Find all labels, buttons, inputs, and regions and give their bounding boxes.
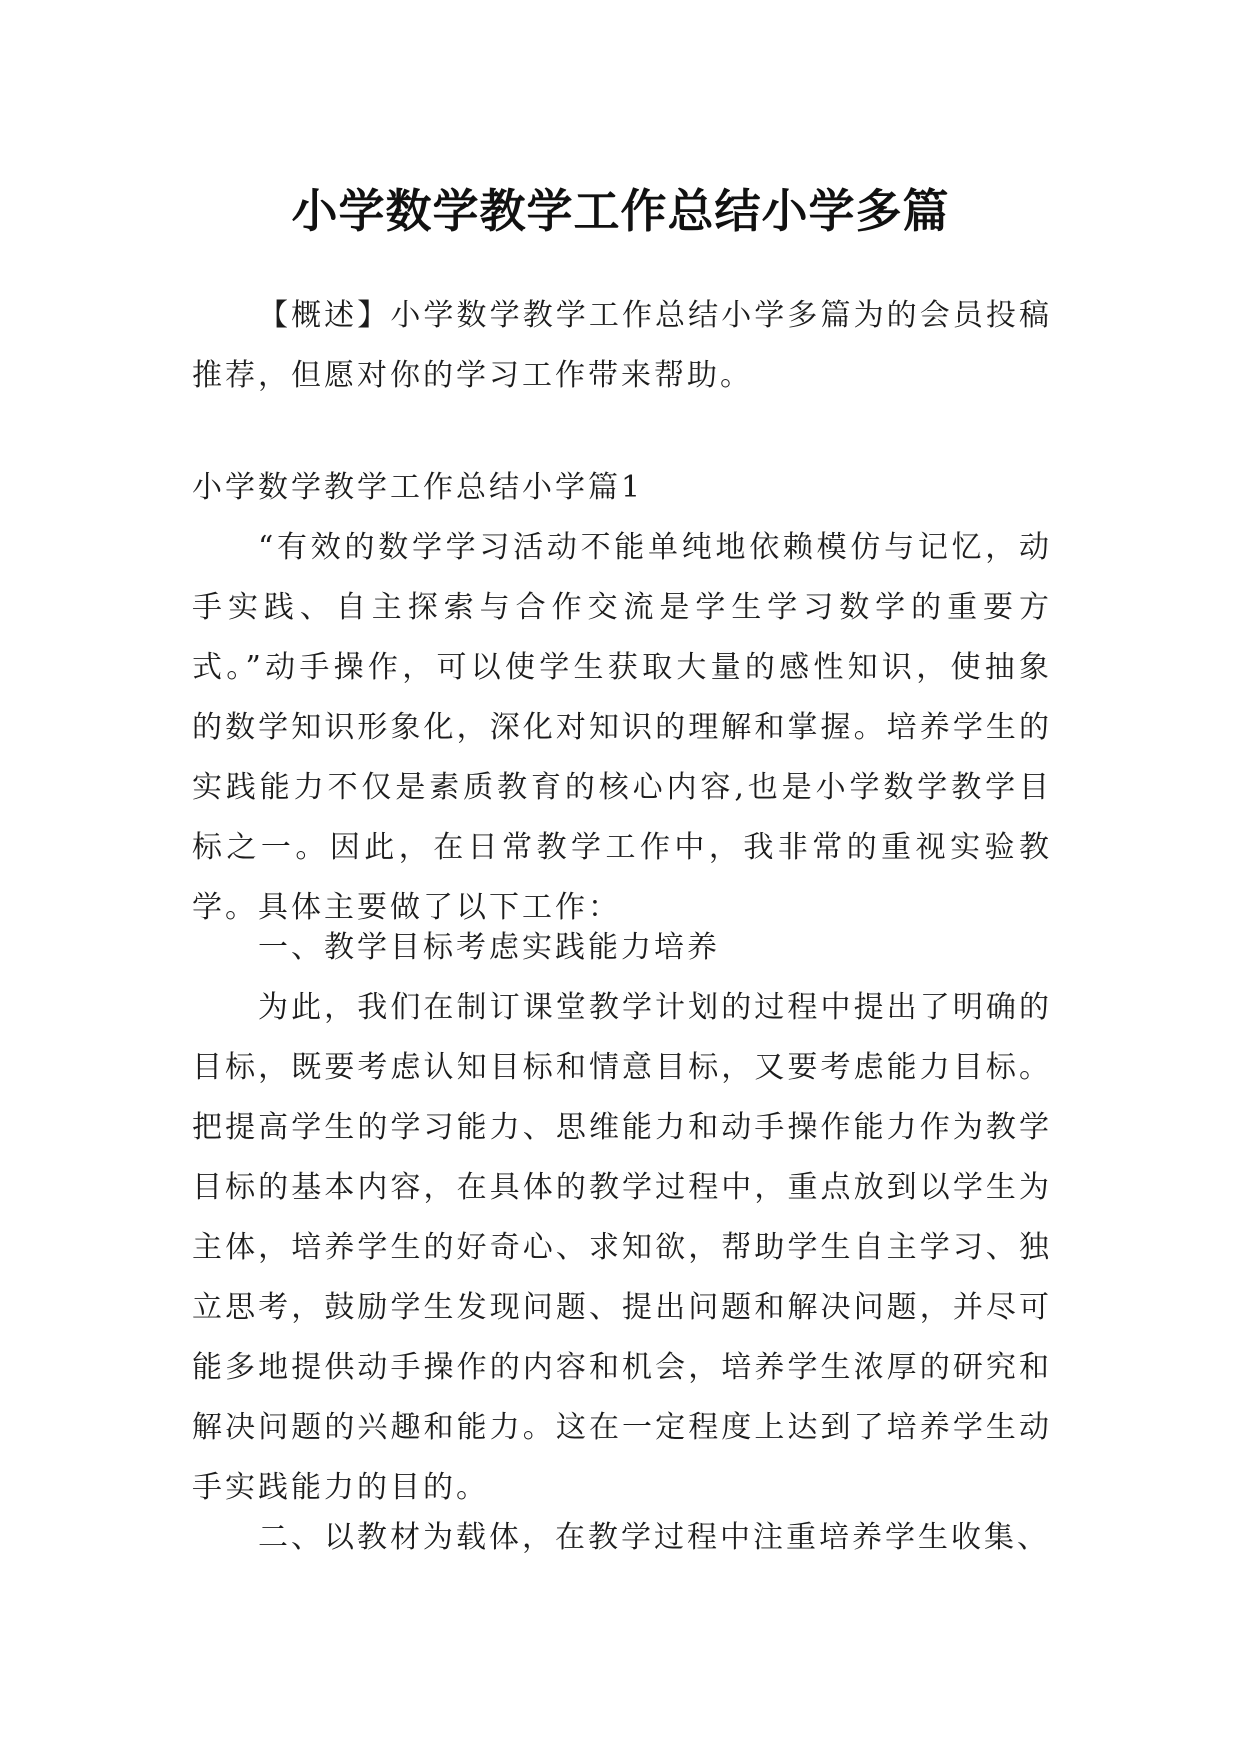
item-heading-1: 一、教学目标考虑实践能力培养 xyxy=(258,930,720,965)
body-paragraph-1: “有效的数学学习活动不能单纯地依赖模仿与记忆，动手实践、自主探索与合作交流是学生学习数学的重要方式。”动手操作，可以使学生获取大量的感性知识，使抽象的数学知识形象化，深化对知识的理解和掌握。培养学生的实践能力不仅是素质教育的核心内容,也是小学数学教学目标之一。因此，在日常教学工作中，我非常的重视实验教学。具体主要做了以下工作： xyxy=(192,530,1052,925)
section-heading: 小学数学教学工作总结小学篇1 xyxy=(192,470,644,505)
item-heading-2: 二、以教材为载体，在教学过程中注重培养学生收集、 xyxy=(258,1520,1050,1555)
document-title: 小学数学教学工作总结小学多篇 xyxy=(291,183,950,238)
body-paragraph-2: 为此，我们在制订课堂教学计划的过程中提出了明确的目标，既要考虑认知目标和情意目标，又要考虑能力目标。把提高学生的学习能力、思维能力和动手操作能力作为教学目标的基本内容，在具体的教学过程中，重点放到以学生为主体，培养学生的好奇心、求知欲，帮助学生自主学习、独立思考，鼓励学生发现问题、提出问题和解决问题，并尽可能多地提供动手操作的内容和机会，培养学生浓厚的研究和解决问题的兴趣和能力。这在一定程度上达到了培养学生动手实践能力的目的。 xyxy=(192,990,1052,1505)
summary-paragraph: 【概述】小学数学教学工作总结小学多篇为的会员投稿推荐，但愿对你的学习工作带来帮助。 xyxy=(192,298,1052,393)
